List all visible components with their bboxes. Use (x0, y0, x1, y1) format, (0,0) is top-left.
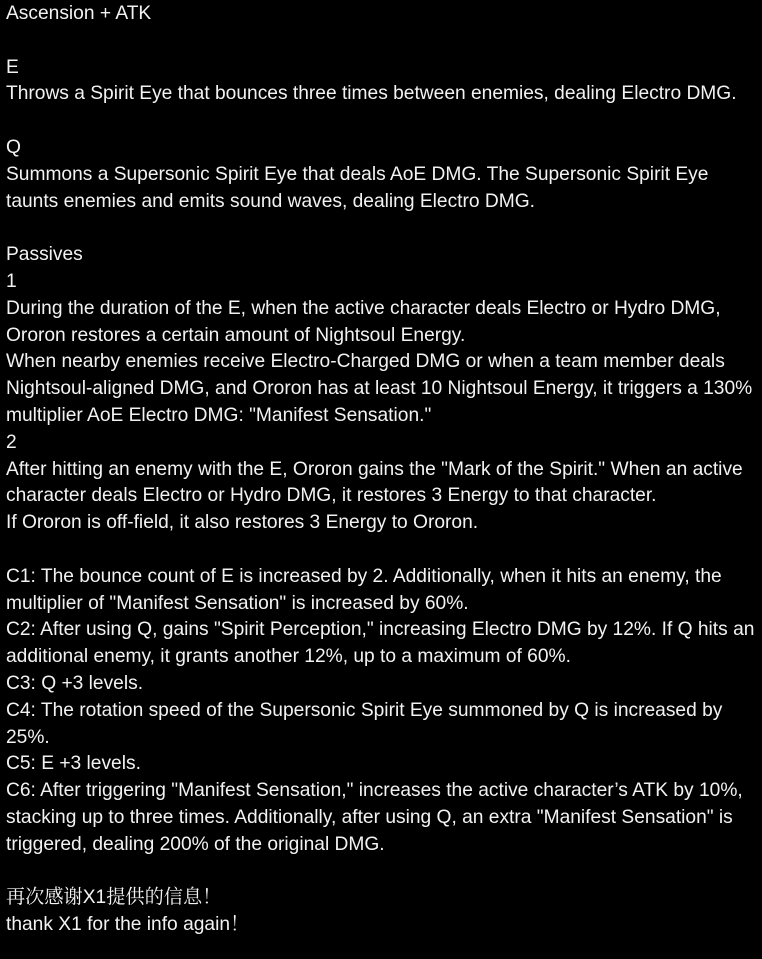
header-line: Ascension + ATK (6, 3, 152, 24)
constellation-c5: C5: E +3 levels. (6, 753, 141, 775)
passive-2-line-1: After hitting an enemy with the E, Ororon gains the "Mark of the Spirit." When an active character deals Electro or Hydro DMG, it restores 3 Energy to that character. (6, 458, 749, 507)
passive-1-line-2: When nearby enemies receive Electro-Charged DMG or when a team member deals Nightsoul-aligned DMG, and Ororon has at least 10 Nightsoul Energy, it triggers a 130% multiplier AoE Electro DMG: "Manifest Sensation." (6, 351, 758, 426)
constellation-c3: C3: Q +3 levels. (6, 672, 144, 694)
spacer (6, 537, 758, 564)
constellation-c1: C1: The bounce count of E is increased by 2. Additionally, when it hits an enemy, the multiplier of "Manifest Sensation" is increased by 60%. (6, 565, 728, 614)
q-skill-text: Summons a Supersonic Spirit Eye that deals AoE DMG. The Supersonic Spirit Eye taunts enemies and emits sound waves, dealing Electro DMG. (6, 163, 714, 212)
constellation-c2: C2: After using Q, gains "Spirit Perception," increasing Electro DMG by 12%. If Q hits an additional enemy, it grants another 12%, up to a maximum of 60%. (6, 619, 760, 668)
thanks-english: thank X1 for the info again！ (6, 914, 250, 936)
spacer (6, 215, 758, 242)
e-skill-text: Throws a Spirit Eye that bounces three times between enemies, dealing Electro DMG. (6, 83, 737, 105)
spacer (6, 28, 758, 55)
passive-1-line-1: During the duration of the E, when the active character deals Electro or Hydro DMG, Ororon restores a certain amount of Nightsoul Energy. (6, 297, 726, 346)
message-body (6, 1, 758, 939)
passive-2-label: 2 (6, 431, 17, 453)
constellation-c4: C4: The rotation speed of the Supersonic Spirit Eye summoned by Q is increased by 25%. (6, 699, 728, 748)
q-skill-label: Q (6, 136, 21, 158)
passives-heading: Passives (6, 244, 83, 266)
thanks-chinese: 再次感谢X1提供的信息！ (6, 887, 222, 909)
passive-1-label: 1 (6, 270, 17, 292)
spacer (6, 108, 758, 135)
passive-2-line-2: If Ororon is off-field, it also restores 3 Energy to Ororon. (6, 512, 479, 534)
e-skill-label: E (6, 56, 19, 78)
constellation-c6: C6: After triggering "Manifest Sensation," increases the active character’s ATK by 10%, stacking up to three times. Additionally, after using Q, an extra "Manifest Sensation" is triggered, dealing 200% of the original DMG. (6, 780, 749, 855)
spacer (6, 859, 758, 886)
